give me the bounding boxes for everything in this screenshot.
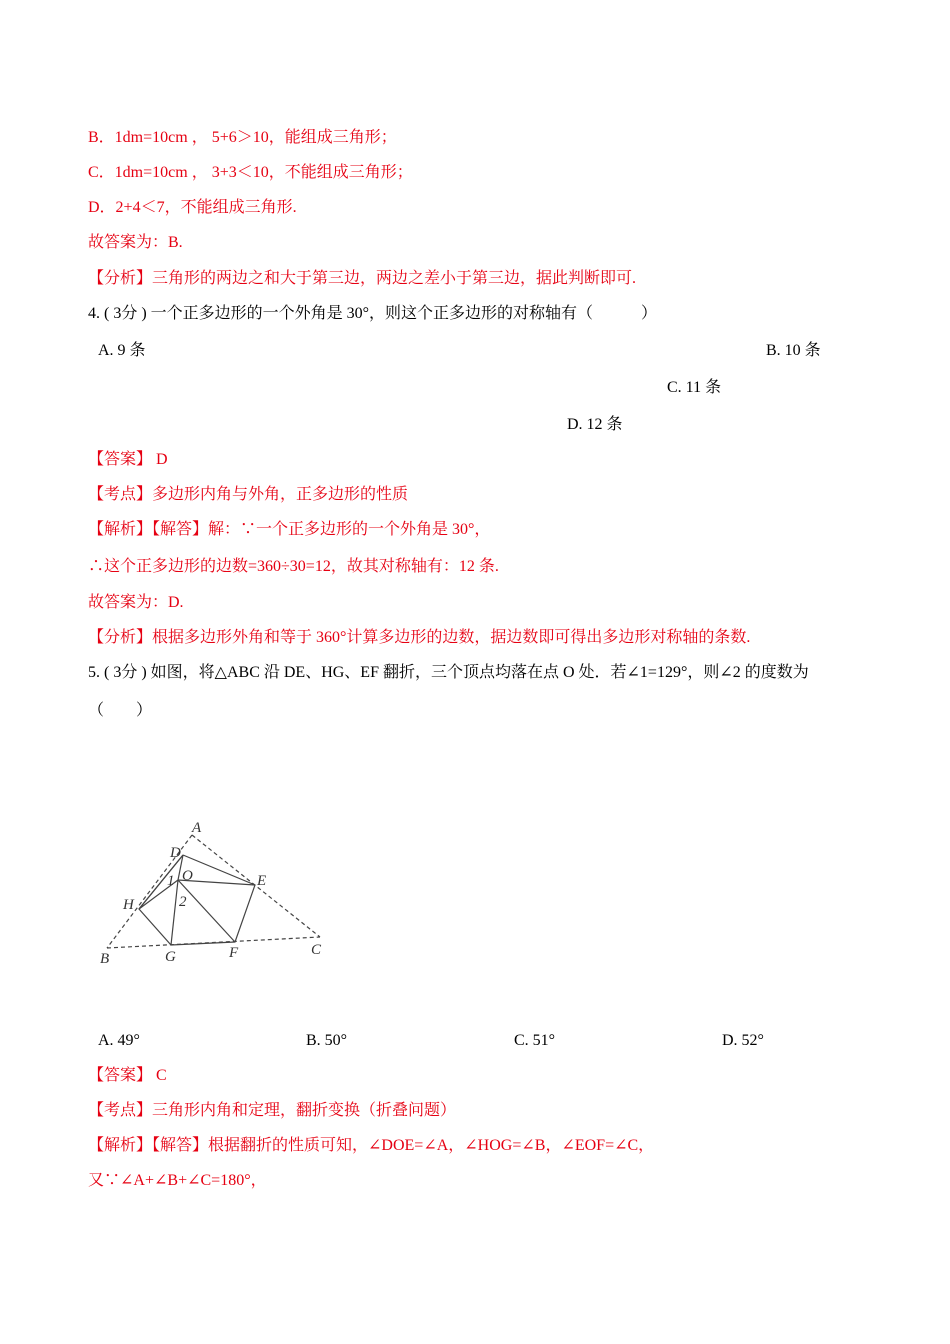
q4-conclusion: 故答案为：D. <box>88 594 184 611</box>
q5-option-c: C. 51° <box>514 1032 556 1049</box>
label-a: A <box>192 820 202 836</box>
prev-analysis: 【分析】三角形的两边之和大于第三边，两边之差小于第三边，据此判断即可. <box>88 270 637 287</box>
q4-jiexi-1: 【解析】【解答】解：∵一个正多边形的一个外角是 30°， <box>88 521 491 538</box>
q5-stem: 5. ( 3分 ) 如图，将△ABC 沿 DE、HG、EF 翻折，三个顶点均落在点 O 处．若∠1=129°，则∠2 的度数为 <box>88 664 809 681</box>
prev-line-b: B．1dm=10cm ， 5+6＞10，能组成三角形； <box>88 129 397 146</box>
q4-option-b: B. 10 条 <box>766 342 821 359</box>
label-f: F <box>229 945 239 961</box>
q4-stem: 4. ( 3分 ) 一个正多边形的一个外角是 30°，则这个正多边形的对称轴有（ ） <box>88 305 658 322</box>
label-c: C <box>311 942 322 958</box>
q5-answer: 【答案】 C <box>88 1067 167 1084</box>
label-g: G <box>165 949 176 965</box>
q5-option-d: D. 52° <box>722 1032 764 1049</box>
segment-og <box>171 880 178 945</box>
q5-kaodian: 【考点】三角形内角和定理，翻折变换（折叠问题） <box>88 1102 457 1119</box>
q5-option-a: A. 49° <box>98 1032 140 1049</box>
prev-line-c: C．1dm=10cm ， 3+3＜10，不能组成三角形； <box>88 164 413 181</box>
prev-conclusion: 故答案为：B. <box>88 234 183 251</box>
label-angle-2: 2 <box>179 894 187 910</box>
segment-dh <box>139 855 183 909</box>
q4-analysis: 【分析】根据多边形外角和等于 360°计算多边形的边数，据边数即可得出多边形对称轴的条数. <box>88 629 751 646</box>
q4-option-a: A. 9 条 <box>98 342 146 359</box>
q4-option-d: D. 12 条 <box>567 416 623 433</box>
q5-jiexi-1: 【解析】【解答】根据翻折的性质可知，∠DOE=∠A，∠HOG=∠B，∠EOF=∠C， <box>88 1137 655 1154</box>
label-angle-1: 1 <box>167 873 175 889</box>
q4-answer: 【答案】 D <box>88 451 168 468</box>
q4-option-c: C. 11 条 <box>667 379 722 396</box>
q5-stem-blank: （ ） <box>88 702 153 719</box>
label-h: H <box>123 897 134 913</box>
segment-of <box>178 880 235 942</box>
label-o: O <box>182 868 193 884</box>
triangle-fold-figure <box>95 815 335 975</box>
prev-line-d: D．2+4＜7，不能组成三角形. <box>88 199 297 216</box>
label-b: B <box>100 951 110 967</box>
label-d: D <box>170 845 181 861</box>
label-e: E <box>257 873 267 889</box>
q4-jiexi-2: ∴这个正多边形的边数=360÷30=12，故其对称轴有：12 条. <box>88 558 499 575</box>
q5-jiexi-2: 又∵∠A+∠B+∠C=180°， <box>88 1172 267 1189</box>
q4-kaodian: 【考点】多边形内角与外角，正多边形的性质 <box>88 486 409 503</box>
q5-option-b: B. 50° <box>306 1032 348 1049</box>
edge-ac <box>192 835 320 937</box>
